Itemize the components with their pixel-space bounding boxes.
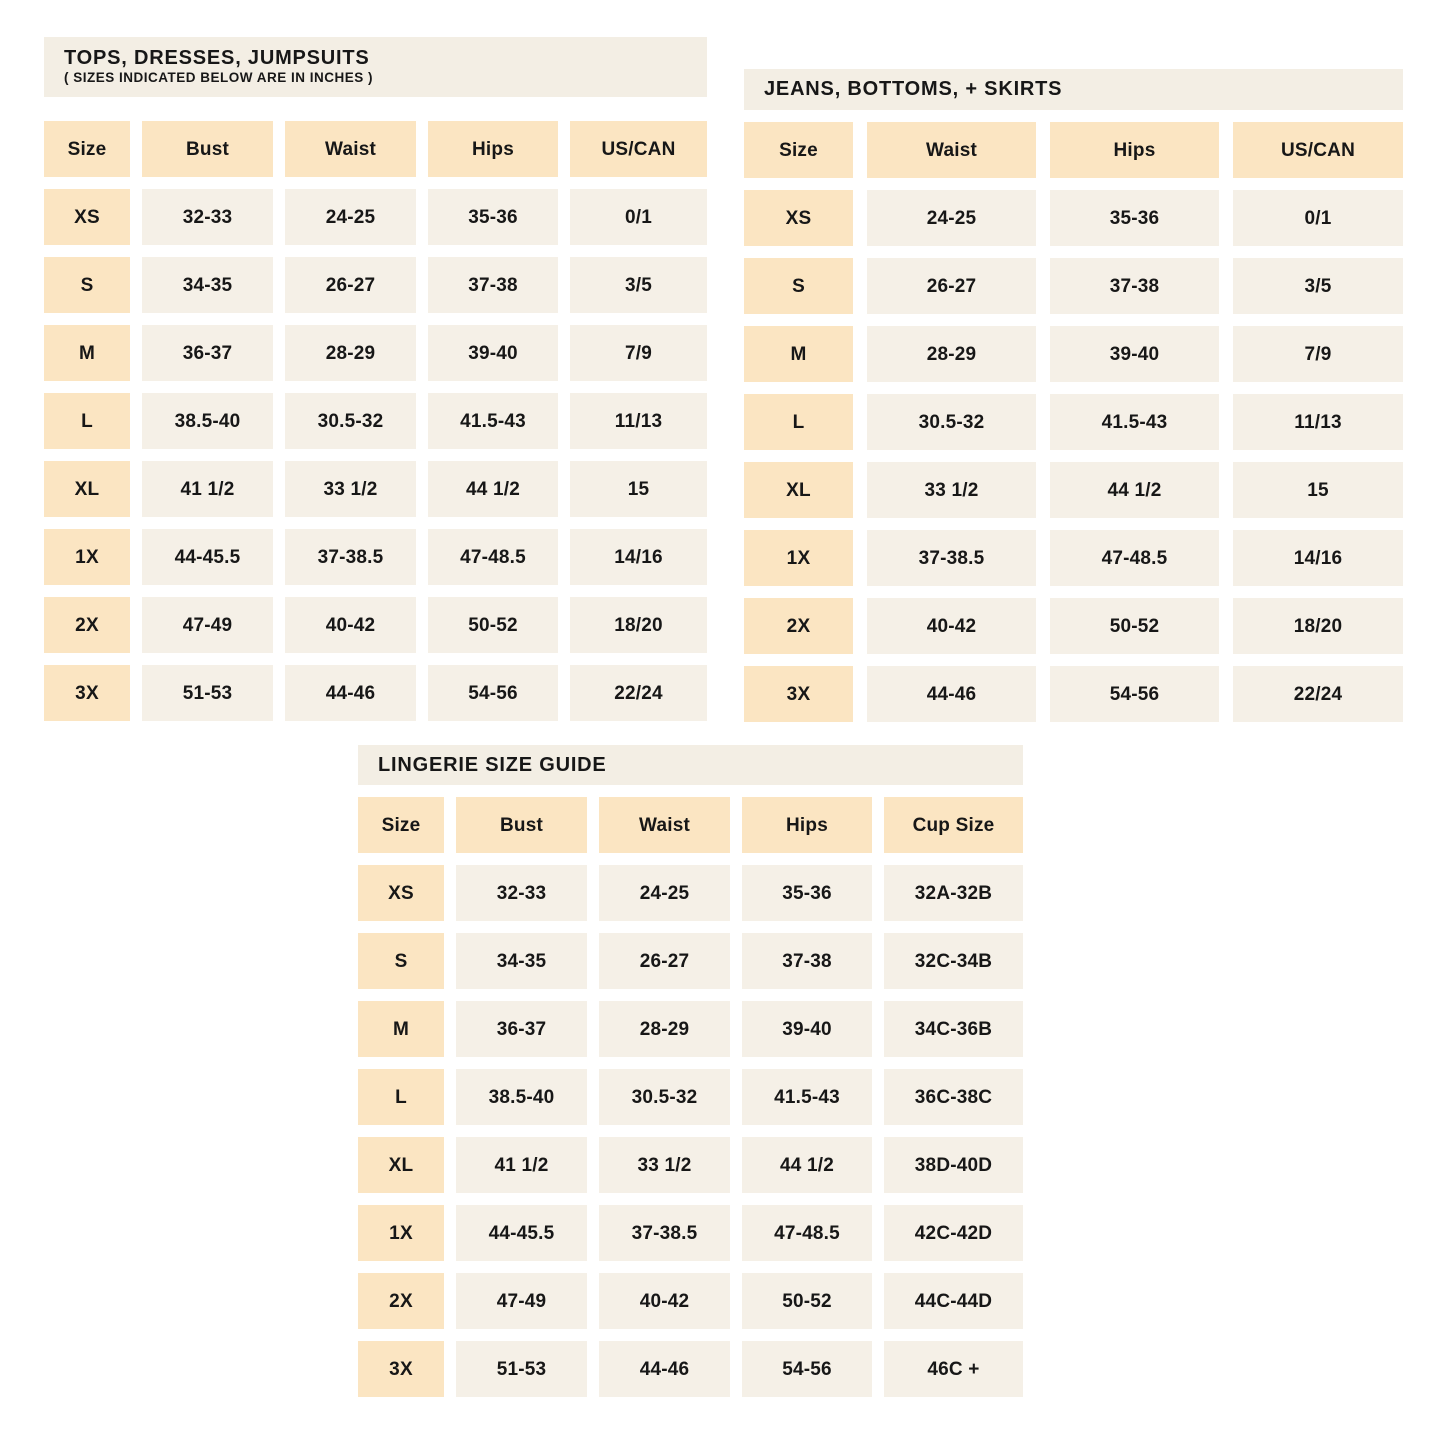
measurement-cell: 36-37: [142, 325, 273, 381]
measurement-cell: 47-49: [142, 597, 273, 653]
measurement-cell: 44 1/2: [1050, 462, 1219, 518]
measurement-cell: 32-33: [142, 189, 273, 245]
column-header-cell: Hips: [742, 797, 872, 853]
lingerie-size-guide-section: [358, 745, 1023, 1397]
measurement-cell: 15: [1233, 462, 1403, 518]
measurement-cell: 3/5: [1233, 258, 1403, 314]
column-header-cell: Bust: [456, 797, 587, 853]
measurement-cell: 37-38: [428, 257, 558, 313]
column-header-cell: US/CAN: [1233, 122, 1403, 178]
size-label-cell: M: [44, 325, 130, 381]
measurement-cell: 32C-34B: [884, 933, 1023, 989]
measurement-cell: 33 1/2: [599, 1137, 730, 1193]
measurement-cell: 39-40: [742, 1001, 872, 1057]
measurement-cell: 44C-44D: [884, 1273, 1023, 1329]
measurement-cell: 18/20: [570, 597, 707, 653]
measurement-cell: 3/5: [570, 257, 707, 313]
lingerie-title-banner: [358, 745, 1023, 785]
size-label-cell: XL: [44, 461, 130, 517]
size-label-cell: 3X: [744, 666, 853, 722]
measurement-cell: 0/1: [570, 189, 707, 245]
measurement-cell: 44-46: [867, 666, 1036, 722]
measurement-cell: 44 1/2: [428, 461, 558, 517]
size-label-cell: XS: [358, 865, 444, 921]
size-label-cell: XL: [358, 1137, 444, 1193]
measurement-cell: 41 1/2: [456, 1137, 587, 1193]
measurement-cell: 44 1/2: [742, 1137, 872, 1193]
measurement-cell: 47-48.5: [742, 1205, 872, 1261]
measurement-cell: 26-27: [599, 933, 730, 989]
measurement-cell: 35-36: [428, 189, 558, 245]
size-label-cell: 3X: [358, 1341, 444, 1397]
jeans-title-banner: [744, 69, 1403, 110]
measurement-cell: 24-25: [285, 189, 416, 245]
measurement-cell: 7/9: [1233, 326, 1403, 382]
column-header-cell: Size: [744, 122, 853, 178]
size-label-cell: M: [744, 326, 853, 382]
measurement-cell: 47-48.5: [428, 529, 558, 585]
measurement-cell: 39-40: [428, 325, 558, 381]
measurement-cell: 11/13: [1233, 394, 1403, 450]
measurement-cell: 11/13: [570, 393, 707, 449]
measurement-cell: 50-52: [428, 597, 558, 653]
size-label-cell: S: [44, 257, 130, 313]
measurement-cell: 14/16: [570, 529, 707, 585]
measurement-cell: 35-36: [742, 865, 872, 921]
measurement-cell: 33 1/2: [285, 461, 416, 517]
tops-table-title: TOPS, DRESSES, JUMPSUITS: [64, 47, 370, 70]
measurement-cell: 44-45.5: [456, 1205, 587, 1261]
size-label-cell: L: [44, 393, 130, 449]
tops-table-subtitle: ( SIZES INDICATED BELOW ARE IN INCHES ): [64, 70, 374, 86]
size-label-cell: L: [358, 1069, 444, 1125]
lingerie-size-table: [358, 797, 1023, 1397]
measurement-cell: 54-56: [1050, 666, 1219, 722]
size-label-cell: 1X: [358, 1205, 444, 1261]
measurement-cell: 0/1: [1233, 190, 1403, 246]
measurement-cell: 24-25: [599, 865, 730, 921]
measurement-cell: 33 1/2: [867, 462, 1036, 518]
measurement-cell: 34-35: [456, 933, 587, 989]
measurement-cell: 30.5-32: [599, 1069, 730, 1125]
measurement-cell: 41.5-43: [428, 393, 558, 449]
size-label-cell: 1X: [744, 530, 853, 586]
size-label-cell: 2X: [44, 597, 130, 653]
jeans-bottoms-skirts-section: [744, 69, 1403, 722]
size-label-cell: XL: [744, 462, 853, 518]
size-label-cell: XS: [744, 190, 853, 246]
measurement-cell: 14/16: [1233, 530, 1403, 586]
column-header-cell: Size: [44, 121, 130, 177]
measurement-cell: 38D-40D: [884, 1137, 1023, 1193]
measurement-cell: 22/24: [570, 665, 707, 721]
measurement-cell: 36-37: [456, 1001, 587, 1057]
measurement-cell: 38.5-40: [456, 1069, 587, 1125]
measurement-cell: 46C +: [884, 1341, 1023, 1397]
measurement-cell: 37-38: [742, 933, 872, 989]
column-header-cell: Hips: [1050, 122, 1219, 178]
measurement-cell: 18/20: [1233, 598, 1403, 654]
measurement-cell: 44-46: [285, 665, 416, 721]
measurement-cell: 37-38.5: [599, 1205, 730, 1261]
measurement-cell: 40-42: [599, 1273, 730, 1329]
measurement-cell: 34C-36B: [884, 1001, 1023, 1057]
measurement-cell: 39-40: [1050, 326, 1219, 382]
measurement-cell: 41 1/2: [142, 461, 273, 517]
measurement-cell: 32-33: [456, 865, 587, 921]
size-label-cell: S: [358, 933, 444, 989]
measurement-cell: 30.5-32: [867, 394, 1036, 450]
lingerie-table-title: LINGERIE SIZE GUIDE: [378, 753, 607, 776]
measurement-cell: 41.5-43: [1050, 394, 1219, 450]
tops-dresses-jumpsuits-section: [44, 37, 707, 721]
measurement-cell: 32A-32B: [884, 865, 1023, 921]
measurement-cell: 37-38.5: [285, 529, 416, 585]
jeans-size-table: [744, 122, 1403, 722]
measurement-cell: 42C-42D: [884, 1205, 1023, 1261]
measurement-cell: 37-38.5: [867, 530, 1036, 586]
measurement-cell: 28-29: [867, 326, 1036, 382]
size-label-cell: 2X: [358, 1273, 444, 1329]
measurement-cell: 22/24: [1233, 666, 1403, 722]
column-header-cell: Waist: [599, 797, 730, 853]
measurement-cell: 44-46: [599, 1341, 730, 1397]
measurement-cell: 54-56: [742, 1341, 872, 1397]
size-label-cell: 3X: [44, 665, 130, 721]
column-header-cell: Waist: [867, 122, 1036, 178]
size-label-cell: M: [358, 1001, 444, 1057]
measurement-cell: 47-48.5: [1050, 530, 1219, 586]
size-label-cell: XS: [44, 189, 130, 245]
column-header-cell: US/CAN: [570, 121, 707, 177]
measurement-cell: 28-29: [285, 325, 416, 381]
measurement-cell: 44-45.5: [142, 529, 273, 585]
measurement-cell: 26-27: [867, 258, 1036, 314]
column-header-cell: Waist: [285, 121, 416, 177]
size-label-cell: 1X: [44, 529, 130, 585]
measurement-cell: 38.5-40: [142, 393, 273, 449]
measurement-cell: 35-36: [1050, 190, 1219, 246]
measurement-cell: 30.5-32: [285, 393, 416, 449]
measurement-cell: 28-29: [599, 1001, 730, 1057]
measurement-cell: 36C-38C: [884, 1069, 1023, 1125]
measurement-cell: 50-52: [1050, 598, 1219, 654]
measurement-cell: 40-42: [867, 598, 1036, 654]
measurement-cell: 54-56: [428, 665, 558, 721]
measurement-cell: 7/9: [570, 325, 707, 381]
measurement-cell: 24-25: [867, 190, 1036, 246]
measurement-cell: 51-53: [142, 665, 273, 721]
size-label-cell: 2X: [744, 598, 853, 654]
measurement-cell: 34-35: [142, 257, 273, 313]
measurement-cell: 50-52: [742, 1273, 872, 1329]
measurement-cell: 41.5-43: [742, 1069, 872, 1125]
column-header-cell: Bust: [142, 121, 273, 177]
measurement-cell: 37-38: [1050, 258, 1219, 314]
column-header-cell: Hips: [428, 121, 558, 177]
measurement-cell: 40-42: [285, 597, 416, 653]
tops-size-table: [44, 121, 707, 721]
measurement-cell: 26-27: [285, 257, 416, 313]
jeans-table-title: JEANS, BOTTOMS, + SKIRTS: [764, 78, 1063, 100]
size-label-cell: L: [744, 394, 853, 450]
measurement-cell: 51-53: [456, 1341, 587, 1397]
measurement-cell: 15: [570, 461, 707, 517]
size-label-cell: S: [744, 258, 853, 314]
column-header-cell: Cup Size: [884, 797, 1023, 853]
measurement-cell: 47-49: [456, 1273, 587, 1329]
column-header-cell: Size: [358, 797, 444, 853]
tops-title-banner: [44, 37, 707, 97]
